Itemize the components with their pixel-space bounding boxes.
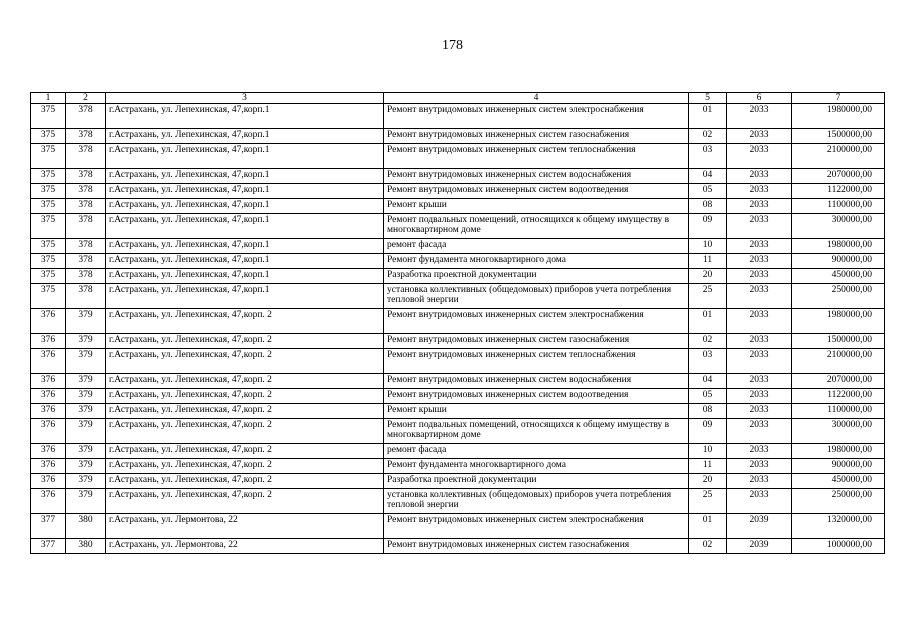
- table-cell: г.Астрахань, ул. Лепехинская, 47,корп.1: [106, 184, 384, 199]
- table-cell: г.Астрахань, ул. Лепехинская, 47,корп.1: [106, 169, 384, 184]
- table-cell: 08: [689, 199, 727, 214]
- table-cell: 900000,00: [792, 459, 885, 474]
- table-cell: 2033: [727, 404, 792, 419]
- table-cell: 2033: [727, 489, 792, 514]
- table-cell: 378: [66, 144, 106, 169]
- table-cell: 377: [31, 539, 66, 554]
- table-cell: Ремонт внутридомовых инженерных систем электроснабжения: [384, 514, 689, 539]
- table-cell: 250000,00: [792, 284, 885, 309]
- table-cell: 2070000,00: [792, 169, 885, 184]
- table-row: [31, 214, 885, 239]
- table-row: [31, 419, 885, 444]
- table-cell: 250000,00: [792, 489, 885, 514]
- table-row: [31, 404, 885, 419]
- table-cell: установка коллективных (общедомовых) приборов учета потребления тепловой энергии: [384, 489, 689, 514]
- table-cell: 376: [31, 489, 66, 514]
- table-cell: 379: [66, 474, 106, 489]
- table-cell: г.Астрахань, ул. Лепехинская, 47,корп.1: [106, 254, 384, 269]
- table-row: [31, 334, 885, 349]
- table-cell: 1500000,00: [792, 334, 885, 349]
- table-cell: 01: [689, 104, 727, 129]
- table-cell: 1122000,00: [792, 184, 885, 199]
- table-cell: 376: [31, 404, 66, 419]
- table-cell: г.Астрахань, ул. Лепехинская, 47,корп. 2: [106, 404, 384, 419]
- table-cell: 379: [66, 419, 106, 444]
- table-cell: 375: [31, 199, 66, 214]
- table-cell: 2033: [727, 199, 792, 214]
- table-row: [31, 374, 885, 389]
- table-cell: 379: [66, 334, 106, 349]
- table-row: [31, 444, 885, 459]
- table-cell: Ремонт внутридомовых инженерных систем газоснабжения: [384, 129, 689, 144]
- table-cell: 2033: [727, 284, 792, 309]
- table-cell: 375: [31, 239, 66, 254]
- table-cell: 378: [66, 104, 106, 129]
- table-cell: 378: [66, 129, 106, 144]
- table-cell: Ремонт подвальных помещений, относящихся к общему имуществу в многоквартирном доме: [384, 419, 689, 444]
- table-cell: 1100000,00: [792, 199, 885, 214]
- table-cell: 08: [689, 404, 727, 419]
- table-cell: 300000,00: [792, 214, 885, 239]
- table-cell: 04: [689, 374, 727, 389]
- table-row: [31, 199, 885, 214]
- table-cell: 376: [31, 309, 66, 334]
- table-cell: 376: [31, 389, 66, 404]
- table-cell: Ремонт внутридомовых инженерных систем водоотведения: [384, 389, 689, 404]
- table-row: [31, 309, 885, 334]
- table-cell: 379: [66, 489, 106, 514]
- table-cell: 379: [66, 389, 106, 404]
- table-cell: 10: [689, 239, 727, 254]
- table-cell: 02: [689, 539, 727, 554]
- table-cell: г.Астрахань, ул. Лермонтова, 22: [106, 514, 384, 539]
- table-cell: г.Астрахань, ул. Лепехинская, 47,корп.1: [106, 284, 384, 309]
- table-cell: 1000000,00: [792, 539, 885, 554]
- table-cell: 2033: [727, 389, 792, 404]
- table-cell: Разработка проектной документации: [384, 474, 689, 489]
- table-row: [31, 539, 885, 554]
- table-row: [31, 254, 885, 269]
- table-cell: 05: [689, 184, 727, 199]
- page-number: 178: [442, 38, 463, 53]
- table-cell: 2033: [727, 104, 792, 129]
- table-cell: 10: [689, 444, 727, 459]
- table-cell: 2033: [727, 349, 792, 374]
- table-cell: ремонт фасада: [384, 444, 689, 459]
- table-cell: 2100000,00: [792, 144, 885, 169]
- table-cell: 2033: [727, 144, 792, 169]
- table-cell: 376: [31, 334, 66, 349]
- table-cell: 20: [689, 474, 727, 489]
- table-cell: 378: [66, 169, 106, 184]
- header-row: [31, 93, 885, 104]
- table-cell: Ремонт внутридомовых инженерных систем газоснабжения: [384, 539, 689, 554]
- table-row: [31, 459, 885, 474]
- table-cell: Ремонт внутридомовых инженерных систем водоснабжения: [384, 169, 689, 184]
- table-row: [31, 239, 885, 254]
- table-cell: 376: [31, 474, 66, 489]
- table-cell: Ремонт подвальных помещений, относящихся к общему имуществу в многоквартирном доме: [384, 214, 689, 239]
- table-row: [31, 269, 885, 284]
- header-cell: 5: [689, 93, 727, 104]
- table-row: [31, 144, 885, 169]
- table-cell: г.Астрахань, ул. Лермонтова, 22: [106, 539, 384, 554]
- table-cell: 379: [66, 459, 106, 474]
- table-row: [31, 104, 885, 129]
- table-cell: 378: [66, 214, 106, 239]
- table-cell: 375: [31, 284, 66, 309]
- table-cell: 300000,00: [792, 419, 885, 444]
- table-cell: 01: [689, 309, 727, 334]
- table-cell: г.Астрахань, ул. Лепехинская, 47,корп. 2: [106, 489, 384, 514]
- header-cell: 2: [66, 93, 106, 104]
- table-cell: г.Астрахань, ул. Лепехинская, 47,корп. 2: [106, 374, 384, 389]
- header-cell: 6: [727, 93, 792, 104]
- table-cell: г.Астрахань, ул. Лепехинская, 47,корп. 2: [106, 309, 384, 334]
- table-cell: 1320000,00: [792, 514, 885, 539]
- table-row: [31, 489, 885, 514]
- table-cell: г.Астрахань, ул. Лепехинская, 47,корп. 2: [106, 419, 384, 444]
- table-cell: г.Астрахань, ул. Лепехинская, 47,корп.1: [106, 104, 384, 129]
- table-cell: 2033: [727, 374, 792, 389]
- table-body: [31, 104, 885, 554]
- table-cell: 2033: [727, 239, 792, 254]
- table-cell: 378: [66, 284, 106, 309]
- table-cell: г.Астрахань, ул. Лепехинская, 47,корп. 2: [106, 349, 384, 374]
- table-cell: 375: [31, 184, 66, 199]
- table-cell: 375: [31, 104, 66, 129]
- table-row: [31, 389, 885, 404]
- table-cell: 09: [689, 419, 727, 444]
- table-cell: 25: [689, 489, 727, 514]
- table-cell: 11: [689, 254, 727, 269]
- table-cell: 376: [31, 349, 66, 374]
- table-cell: г.Астрахань, ул. Лепехинская, 47,корп.1: [106, 239, 384, 254]
- table-cell: 378: [66, 254, 106, 269]
- table-cell: 2033: [727, 444, 792, 459]
- table-row: [31, 284, 885, 309]
- table-cell: г.Астрахань, ул. Лепехинская, 47,корп. 2: [106, 389, 384, 404]
- table-cell: 376: [31, 419, 66, 444]
- table-cell: Ремонт фундамента многоквартирного дома: [384, 254, 689, 269]
- table-cell: 1980000,00: [792, 309, 885, 334]
- table-cell: г.Астрахань, ул. Лепехинская, 47,корп.1: [106, 129, 384, 144]
- table-header: [31, 93, 885, 104]
- table-cell: г.Астрахань, ул. Лепехинская, 47,корп. 2: [106, 474, 384, 489]
- table-cell: 375: [31, 129, 66, 144]
- table-cell: г.Астрахань, ул. Лепехинская, 47,корп.1: [106, 199, 384, 214]
- table-cell: г.Астрахань, ул. Лепехинская, 47,корп. 2: [106, 459, 384, 474]
- table-row: [31, 474, 885, 489]
- table-row: [31, 129, 885, 144]
- table-cell: 2100000,00: [792, 349, 885, 374]
- table-cell: 379: [66, 404, 106, 419]
- table-cell: 375: [31, 269, 66, 284]
- header-cell: 1: [31, 93, 66, 104]
- table-cell: Ремонт крыши: [384, 199, 689, 214]
- table-cell: 379: [66, 349, 106, 374]
- table-cell: 2033: [727, 419, 792, 444]
- table-cell: 2070000,00: [792, 374, 885, 389]
- table-row: [31, 349, 885, 374]
- table-cell: 2033: [727, 214, 792, 239]
- table-cell: 2033: [727, 459, 792, 474]
- table-cell: 2033: [727, 129, 792, 144]
- table-row: [31, 184, 885, 199]
- works-table: [30, 92, 885, 554]
- table-cell: 450000,00: [792, 474, 885, 489]
- table-cell: 2033: [727, 474, 792, 489]
- table-cell: 375: [31, 254, 66, 269]
- table-cell: 378: [66, 184, 106, 199]
- table-cell: 375: [31, 214, 66, 239]
- table-cell: 379: [66, 309, 106, 334]
- table-cell: Ремонт внутридомовых инженерных систем теплоснабжения: [384, 349, 689, 374]
- table-cell: 2033: [727, 334, 792, 349]
- table-cell: Ремонт крыши: [384, 404, 689, 419]
- table-cell: 378: [66, 239, 106, 254]
- table-cell: 02: [689, 334, 727, 349]
- table-cell: 1980000,00: [792, 444, 885, 459]
- table-cell: Ремонт внутридомовых инженерных систем электроснабжения: [384, 104, 689, 129]
- table-cell: 04: [689, 169, 727, 184]
- table-cell: 450000,00: [792, 269, 885, 284]
- table-cell: Разработка проектной документации: [384, 269, 689, 284]
- table-cell: 11: [689, 459, 727, 474]
- table-cell: 1980000,00: [792, 104, 885, 129]
- table-cell: 1500000,00: [792, 129, 885, 144]
- table-cell: г.Астрахань, ул. Лепехинская, 47,корп. 2: [106, 444, 384, 459]
- header-cell: 3: [106, 93, 384, 104]
- table-cell: 02: [689, 129, 727, 144]
- table-cell: 2033: [727, 254, 792, 269]
- header-cell: 4: [384, 93, 689, 104]
- table-cell: 1122000,00: [792, 389, 885, 404]
- table-cell: 375: [31, 169, 66, 184]
- table-cell: 376: [31, 374, 66, 389]
- table-cell: 1100000,00: [792, 404, 885, 419]
- table-cell: 380: [66, 539, 106, 554]
- table-cell: г.Астрахань, ул. Лепехинская, 47,корп.1: [106, 214, 384, 239]
- table-cell: 2033: [727, 269, 792, 284]
- table-cell: 20: [689, 269, 727, 284]
- table-cell: 01: [689, 514, 727, 539]
- table-cell: 09: [689, 214, 727, 239]
- table-cell: 376: [31, 444, 66, 459]
- table-cell: г.Астрахань, ул. Лепехинская, 47,корп. 2: [106, 334, 384, 349]
- table-cell: 380: [66, 514, 106, 539]
- table-cell: Ремонт внутридомовых инженерных систем газоснабжения: [384, 334, 689, 349]
- table-cell: 377: [31, 514, 66, 539]
- table-cell: 378: [66, 269, 106, 284]
- table-cell: 376: [31, 459, 66, 474]
- table-cell: 1980000,00: [792, 239, 885, 254]
- table-cell: 03: [689, 144, 727, 169]
- table-cell: 2033: [727, 309, 792, 334]
- table-cell: 2039: [727, 539, 792, 554]
- table-row: [31, 169, 885, 184]
- table-cell: 2039: [727, 514, 792, 539]
- table-cell: Ремонт внутридомовых инженерных систем теплоснабжения: [384, 144, 689, 169]
- table-cell: 2033: [727, 169, 792, 184]
- header-cell: 7: [792, 93, 885, 104]
- table-cell: 2033: [727, 184, 792, 199]
- table-cell: 379: [66, 444, 106, 459]
- table-row: [31, 514, 885, 539]
- table-cell: установка коллективных (общедомовых) приборов учета потребления тепловой энергии: [384, 284, 689, 309]
- table-cell: г.Астрахань, ул. Лепехинская, 47,корп.1: [106, 269, 384, 284]
- table-cell: 378: [66, 199, 106, 214]
- table-cell: ремонт фасада: [384, 239, 689, 254]
- table-cell: 25: [689, 284, 727, 309]
- table-cell: 379: [66, 374, 106, 389]
- table-cell: Ремонт внутридомовых инженерных систем электроснабжения: [384, 309, 689, 334]
- table-cell: 375: [31, 144, 66, 169]
- table-cell: г.Астрахань, ул. Лепехинская, 47,корп.1: [106, 144, 384, 169]
- table-cell: 900000,00: [792, 254, 885, 269]
- table-cell: 03: [689, 349, 727, 374]
- table-cell: Ремонт внутридомовых инженерных систем водоснабжения: [384, 374, 689, 389]
- table-cell: Ремонт внутридомовых инженерных систем водоотведения: [384, 184, 689, 199]
- table-cell: 05: [689, 389, 727, 404]
- table-cell: Ремонт фундамента многоквартирного дома: [384, 459, 689, 474]
